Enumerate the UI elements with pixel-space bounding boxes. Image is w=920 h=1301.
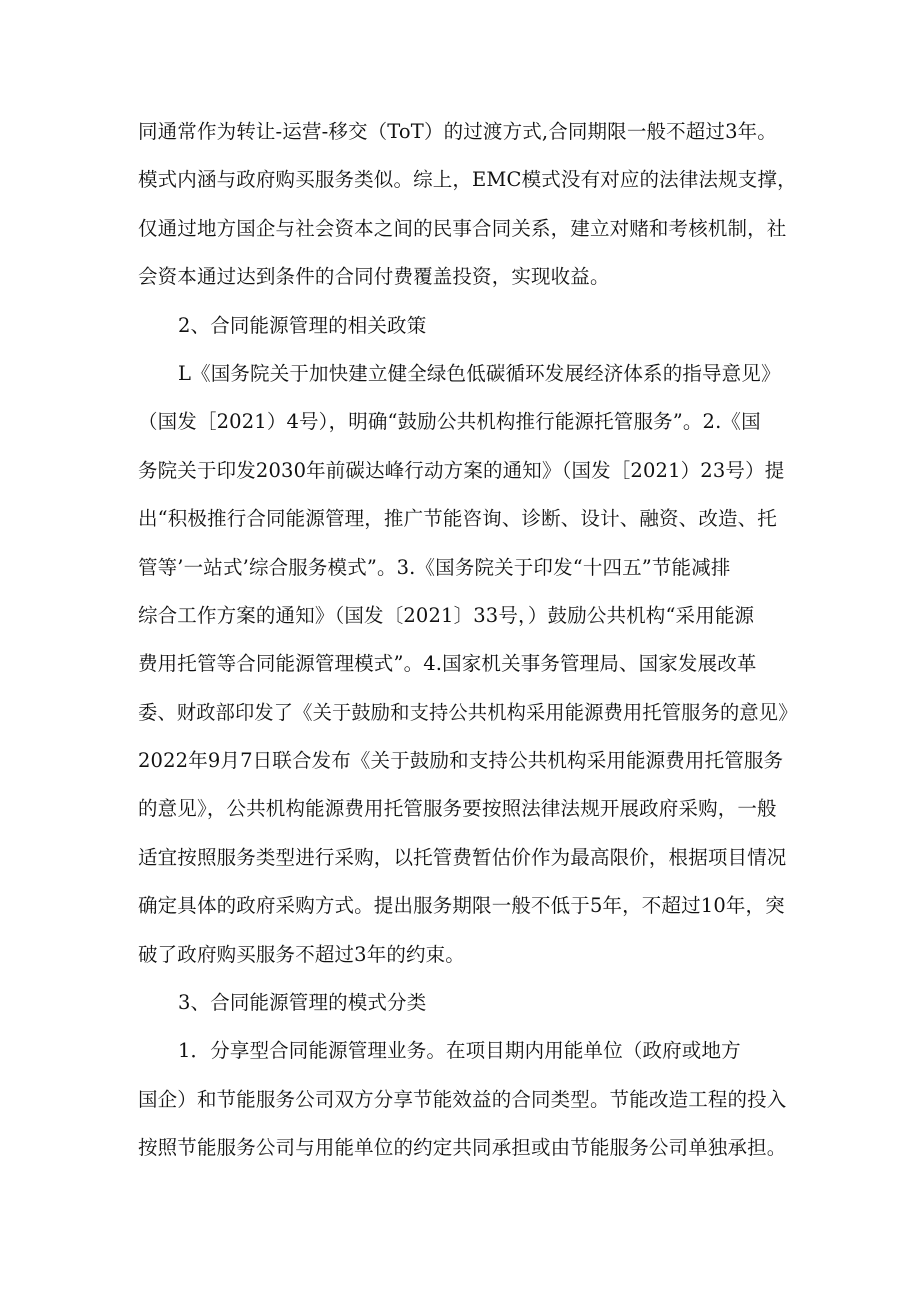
paragraph-line: 1．分享型合同能源管理业务。在项目期内用能单位（政府或地方 xyxy=(178,1039,741,1063)
paragraph-line: 适宜按照服务类型进行采购，以托管费暂估价作为最高限价，根据项目情况 xyxy=(138,845,787,869)
paragraph-line: 2022年9月7日联合发布《关于鼓励和支持公共机构采用能源费用托管服务 xyxy=(138,749,784,773)
paragraph-line: 的意见》，公共机构能源费用托管服务要按照法律法规开展政府采购，一般 xyxy=(138,797,777,821)
paragraph-line: 按照节能服务公司与用能单位的约定共同承担或由节能服务公司单独承担。 xyxy=(138,1136,787,1160)
paragraph-line: 委、财政部印发了《关于鼓励和支持公共机构采用能源费用托管服务的意见》 xyxy=(138,700,798,724)
paragraph-line: 国企）和节能服务公司双方分享节能效益的合同类型。节能改造工程的投入 xyxy=(138,1087,787,1111)
paragraph-line: （国发［2021）4号），明确“鼓励公共机构推行能源托管服务”。2.《国 xyxy=(138,410,761,434)
paragraph-line: 务院关于印发2030年前碳达峰行动方案的通知》（国发［2021）23号）提 xyxy=(138,458,785,482)
document-body xyxy=(138,108,798,1173)
paragraph-line: 破了政府购买服务不超过3年的约束。 xyxy=(138,942,465,966)
paragraph-line: 管等’一站式’综合服务模式”。3.《国务院关于印发“十四五”节能减排 xyxy=(138,555,731,579)
paragraph-line: 会资本通过达到条件的合同付费覆盖投资，实现收益。 xyxy=(138,265,610,289)
paragraph-line: L《国务院关于加快建立健全绿色低碳循环发展经济体系的指导意见》 xyxy=(178,361,781,385)
paragraph-line: 模式内涵与政府购买服务类似。综上，EMC模式没有对应的法律法规支撑， xyxy=(138,168,797,192)
paragraph-line: 仅通过地方国企与社会资本之间的民事合同关系，建立对赌和考核机制，社 xyxy=(138,216,787,240)
section-heading-2: 2、合同能源管理的相关政策 xyxy=(178,313,427,337)
paragraph-line: 出“积极推行合同能源管理，推广节能咨询、诊断、设计、融资、改造、托 xyxy=(138,507,777,531)
paragraph-line: 综合工作方案的通知》（国发〔2021〕33号，）鼓励公共机构“采用能源 xyxy=(138,603,755,627)
paragraph-line: 同通常作为转让-运营-移交（ToT）的过渡方式,合同期限一般不超过3年。 xyxy=(138,120,777,143)
section-heading-3: 3、合同能源管理的模式分类 xyxy=(178,991,427,1015)
paragraph-line: 确定具体的政府采购方式。提出服务期限一般不低于5年，不超过10年，突 xyxy=(138,894,785,918)
paragraph-line: 费用托管等合同能源管理模式”。4.国家机关事务管理局、国家发展改革 xyxy=(138,652,757,676)
